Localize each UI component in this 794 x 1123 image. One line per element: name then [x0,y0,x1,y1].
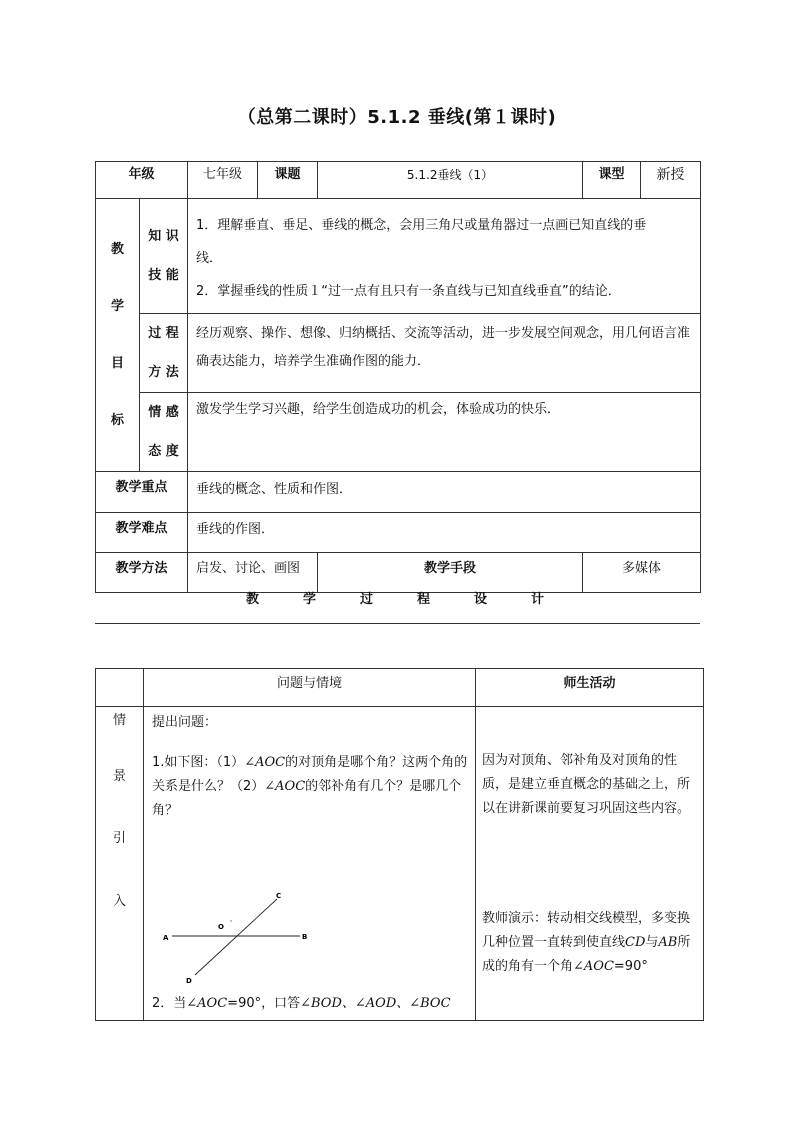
grade-label: 年级 [96,162,188,199]
type-value: 新授 [641,162,701,199]
lesson-info-table [95,161,701,593]
activity-2: 教师演示：转动相交线模型，多变换几种位置一直转到使直线CD与AB所成的角有一个角∠AOC=90° [482,911,691,974]
obj-char-1: 教 [110,242,124,257]
design-table [95,668,704,1021]
label-b: B [302,933,308,941]
knowledge-text: 1．理解垂直、垂足、垂线的概念，会用三角尺或量角器过一点画已知直线的垂 线． 2．掌握垂线的性质１“过一点有且只有一条直线与已知直线垂直”的结论． [188,199,701,314]
process-label: 过 程 方 法 [140,314,188,393]
obj-char-4: 标 [110,413,124,428]
question-2: 2．当∠AOC=90°，口答∠BOD、∠AOD、∠BOC [152,996,451,1011]
col-header-questions: 问题与情境 [144,669,476,707]
key-point-text: 垂线的概念、性质和作图． [188,472,701,513]
label-c: C [276,892,282,900]
line-cd [195,899,277,975]
key-point-label: 教学重点 [96,472,188,513]
topic-value: 5.1.2垂线（1） [318,162,583,199]
point-mark [230,920,231,921]
grade-value: 七年级 [188,162,258,199]
intersecting-lines-figure [152,847,322,985]
obj-char-2: 学 [110,299,124,314]
question-1: 1.如下图：（1）∠AOC的对顶角是哪个角？这两个角的关系是什么？（2）∠AOC的邻补角有几个？是哪几个角？ [152,755,468,818]
divider-line [95,623,700,624]
method-text: 启发、讨论、画图 [188,553,318,593]
difficulty-label: 教学难点 [96,513,188,553]
header-blank [96,669,144,707]
label-a: A [163,934,169,942]
emotion-label: 情 感 态 度 [140,393,188,472]
activities-cell [476,707,704,1021]
means-text: 多媒体 [583,553,701,593]
question-intro: 提出问题： [152,715,218,730]
page-title: （总第二课时）5.1.2 垂线(第１课时) [237,107,557,128]
process-heading: 教 学 过 程 设 计 [245,592,549,607]
method-label: 教学方法 [96,553,188,593]
col-header-activities: 师生活动 [476,669,704,707]
label-o: O [218,923,224,931]
emotion-text: 激发学生学习兴趣，给学生创造成功的机会，体验成功的快乐． [188,393,701,472]
questions-cell [144,707,476,1021]
knowledge-label: 知 识 技 能 [140,199,188,314]
objectives-vertical-label [96,199,140,472]
label-d: D [186,977,192,985]
activity-1: 因为对顶角、邻补角及对顶角的性质，是建立垂直概念的基础之上，所以在讲新课前要复习巩固这些内容。 [482,753,691,816]
topic-label: 课题 [258,162,318,199]
process-text: 经历观察、操作、想像、归纳概括、交流等活动，进一步发展空间观念，用几何语言准确表达能力，培养学生准确作图的能力． [188,314,701,393]
means-label: 教学手段 [318,553,583,593]
obj-char-3: 目 [110,356,124,371]
type-label: 课型 [583,162,641,199]
stage-label: 情 景 引 入 [96,707,144,1021]
difficulty-text: 垂线的作图． [188,513,701,553]
